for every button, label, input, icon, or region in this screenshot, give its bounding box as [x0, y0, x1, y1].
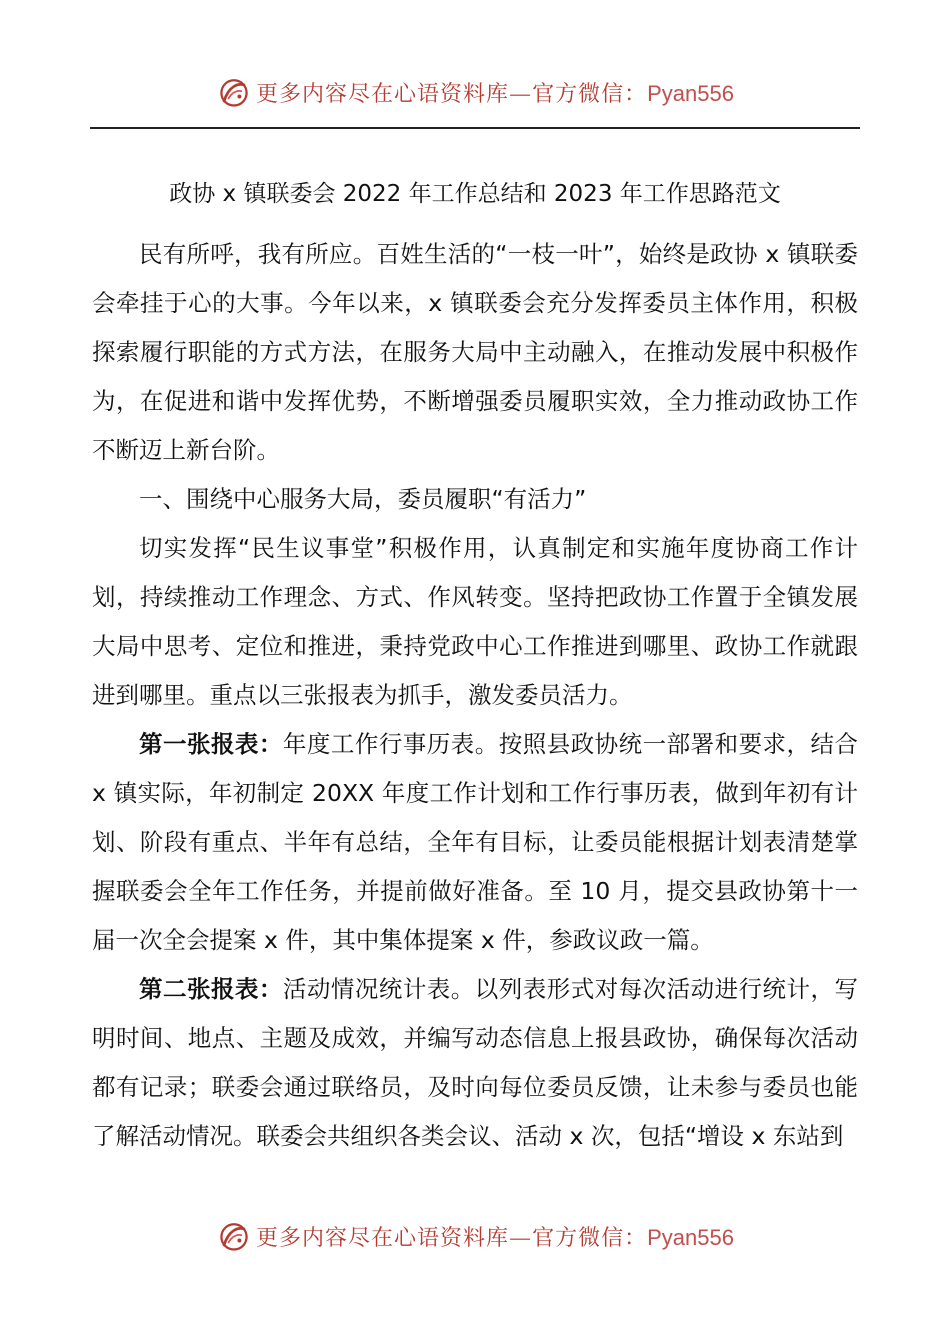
section-1-heading: 一、围绕中心服务大局，委员履职“有活力” — [139, 485, 587, 513]
report-1-text: 年度工作行事历表。按照县政协统一部署和要求，结合 x 镇实际，年初制定 20XX 年度工作计划和工作行事历表，做到年初有计划、阶段有重点、半年有总结，全年有目标，让委员能根据计划表清楚掌握联委会全年工作任务，并提前做好准备。至 10 月，提交县政协第十一届一次全会提案 x 件，其中集体提案 x 件，参政议政一篇。 — [92, 730, 859, 954]
header-brand-text: 更多内容尽在心语资料库 — [256, 81, 510, 107]
footer-wechat-id: Pyan556 — [647, 1224, 734, 1250]
report-1-label: 第一张报表： — [139, 730, 283, 758]
header-wechat-id: Pyan556 — [647, 80, 734, 106]
header-separator: — — [509, 81, 533, 107]
footer-banner-text — [256, 1221, 734, 1252]
header-divider — [90, 127, 860, 129]
swirl-logo-icon — [216, 74, 252, 110]
footer-wechat-label: 官方微信： — [532, 1225, 648, 1251]
header-wechat-label: 官方微信： — [532, 81, 648, 107]
section-1-paragraph: 切实发挥“民生议事堂”积极作用，认真制定和实施年度协商工作计划，持续推动工作理念、方式、作风转变。坚持把政协工作置于全镇发展大局中思考、定位和推进，秉持党政中心工作推进到哪里、政协工作就跟进到哪里。重点以三张报表为抓手，激发委员活力。 — [92, 534, 858, 709]
footer-separator: — — [509, 1225, 533, 1251]
document-title: 政协 x 镇联委会 2022 年工作总结和 2023 年工作思路范文 — [169, 181, 781, 207]
swirl-logo-icon — [216, 1218, 252, 1254]
footer-banner — [0, 1214, 950, 1258]
header-banner-text — [256, 77, 734, 108]
footer-brand-text: 更多内容尽在心语资料库 — [256, 1225, 510, 1251]
report-1-paragraph — [92, 720, 858, 965]
report-2-paragraph — [92, 965, 858, 1161]
header-banner — [0, 70, 950, 114]
intro-paragraph: 民有所呼，我有所应。百姓生活的“一枝一叶”，始终是政协 x 镇联委会牵挂于心的大事。今年以来，x 镇联委会充分发挥委员主体作用，积极探索履行职能的方式方法，在服务大局中主动融入，在推动发展中积极作为，在促进和谐中发挥优势，不断增强委员履职实效，全力推动政协工作不断迈上新台阶。 — [92, 240, 858, 464]
document-body — [92, 230, 858, 1161]
report-2-text: 活动情况统计表。以列表形式对每次活动进行统计，写明时间、地点、主题及成效，并编写动态信息上报县政协，确保每次活动都有记录；联委会通过联络员，及时向每位委员反馈，让未参与委员也能了解活动情况。联委会共组织各类会议、活动 x 次，包括“增设 x 东站到 — [92, 975, 859, 1150]
report-2-label: 第二张报表： — [139, 975, 283, 1003]
